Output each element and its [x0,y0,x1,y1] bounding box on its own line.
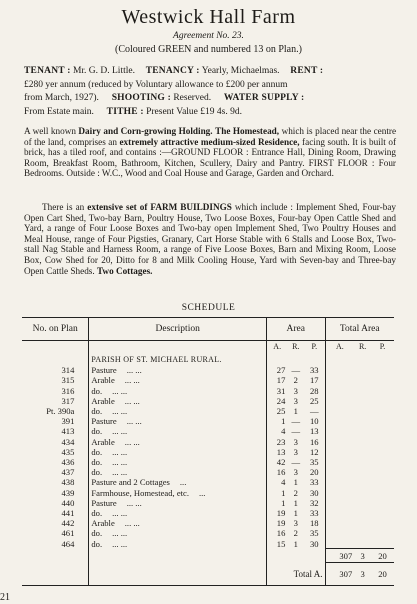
empty-total-cell [371,498,394,508]
p1-text-a: A well known [24,126,79,136]
row-description [89,457,267,467]
row-description-text: Arable [91,395,115,406]
row-description [89,426,267,436]
empty-total-cell [354,539,371,549]
p1-bold-homestead: The Homestead, [215,126,280,136]
area-roods: — [291,426,301,437]
row-description-text: do. [91,385,103,396]
leader-dots: ... ... [124,395,140,406]
empty-total-cell [354,447,371,457]
empty-total-cell [354,467,371,477]
plan-number: 440 [61,497,75,508]
empty-total-cell [354,477,371,487]
leader-dots: ... ... [124,436,140,447]
area-acres: 25 [267,406,288,416]
plan-number: 314 [61,365,75,376]
area-acres: 23 [267,437,288,447]
p2-text-a: There is an [42,202,88,212]
shooting-label: SHOOTING : [111,93,171,103]
area-perches: 30 [310,487,319,498]
empty-total-cell [325,447,354,457]
area-roods: 3 [293,436,298,447]
p1-bold-residence: extremely attractive medium-sized Residence, [119,136,300,147]
rent-date: from March, 1927). [24,93,99,103]
schedule-table [22,317,394,586]
plan-number: 436 [61,457,75,468]
area-acres: 19 [267,518,288,528]
table-row [22,508,394,518]
plan-number: 464 [61,538,75,549]
area-acres: 27 [267,365,288,375]
table-row [22,447,394,457]
empty-total-cell [325,406,354,416]
row-description-text: Arable [91,436,115,447]
empty-total-cell [325,457,354,467]
header-no-on-plan: No. on Plan [22,318,89,341]
table-row [22,426,394,436]
row-description-text: Farmhouse, Homestead, etc. [91,487,189,498]
leader-dots: ... ... [112,528,128,539]
leader-dots: ... ... [126,365,142,376]
empty-total-cell [371,539,394,549]
p1-bold-holding: Dairy and Corn-growing Holding. [78,126,213,136]
area-perches: 16 [310,436,319,447]
leader-dots: ... ... [124,375,140,386]
schedule-rows [22,365,394,549]
subtotal-row [22,549,394,563]
unit-roods: R. [292,341,300,351]
area-roods: 2 [293,528,298,539]
tenant-label: TENANT : [24,66,71,76]
area-roods: 2 [293,487,298,498]
subtotal-roods: 3 [354,549,371,563]
empty-total-cell [354,457,371,467]
empty-total-cell [371,406,394,416]
shooting-line [24,93,396,103]
total-unit-roods: R. [358,341,367,351]
area-acres: 24 [267,396,288,406]
area-roods: 3 [293,518,298,529]
plan-number: 413 [61,426,75,437]
empty-total-cell [325,365,354,375]
area-roods: 3 [293,467,298,478]
leader-dots: ... ... [112,538,128,549]
empty-total-cell [325,386,354,396]
row-description [89,406,267,416]
area-perches: 28 [310,385,319,396]
row-description [89,539,267,549]
table-row [22,518,394,528]
empty-total-cell [325,416,354,426]
area-acres: 1 [267,498,288,508]
area-roods: 1 [293,477,298,488]
area-perches: 13 [310,426,319,437]
empty-total-cell [354,365,371,375]
row-description-text: Arable [91,375,115,386]
rent-line: £280 yer annum (reduced by Voluntary allowance to £200 per annum [24,80,288,90]
empty-total-cell [371,416,394,426]
tithe-label: TITHE : [106,107,144,117]
row-description-text: do. [91,406,103,417]
row-description [89,528,267,538]
unit-acres: A. [267,341,288,354]
plan-number: 442 [61,518,75,529]
area-roods: — [291,416,301,427]
area-acres: 31 [267,386,288,396]
empty-total-cell [371,375,394,385]
subtotal-perches: 20 [371,549,394,563]
p2-bold-cottages: Two Cottages. [96,265,153,276]
empty-total-cell [325,437,354,447]
area-perches: 35 [310,528,319,539]
header-description: Description [89,318,267,341]
row-description-text: Pasture and 2 Cottages [91,477,170,488]
empty-total-cell [325,467,354,477]
row-description-text: do. [91,426,103,437]
empty-total-cell [354,396,371,406]
table-row [22,396,394,406]
area-perches: 18 [310,518,319,529]
area-perches: 20 [310,467,319,478]
rent-label: RENT : [290,66,324,76]
table-row [22,386,394,396]
row-description [89,508,267,518]
area-acres: 4 [267,477,288,487]
area-perches: 25 [310,395,319,406]
table-row [22,416,394,426]
area-roods: — [291,457,301,468]
empty-total-cell [371,477,394,487]
empty-total-cell [325,426,354,436]
row-description [89,488,267,498]
row-description-text: Pasture [91,365,117,376]
area-roods: — [291,365,301,376]
subtotal-acres: 307 [325,549,354,563]
empty-total-cell [371,447,394,457]
plan-number: 437 [61,467,75,478]
empty-total-cell [371,426,394,436]
plan-number: 317 [61,395,75,406]
shooting-value: Reserved. [173,93,212,103]
area-perches: 35 [310,457,319,468]
empty-total-cell [325,498,354,508]
table-row [22,477,394,487]
leader-dots: ... ... [112,457,128,468]
water-label: WATER SUPPLY : [223,93,305,103]
area-roods: 1 [293,538,298,549]
row-description [89,365,267,375]
empty-total-cell [354,528,371,538]
area-roods: 1 [293,508,298,519]
leader-dots: ... ... [126,416,142,427]
empty-total-cell [371,528,394,538]
row-description [89,467,267,477]
leader-dots: ... ... [112,508,128,519]
empty-total-cell [354,437,371,447]
tenant-value: Mr. G. D. Little. [72,66,135,76]
plan-number: 461 [61,528,75,539]
homestead-paragraph [24,126,396,179]
plan-number: 438 [61,477,75,488]
empty-total-cell [371,437,394,447]
row-description-text: do. [91,538,103,549]
empty-total-cell [325,518,354,528]
empty-total-cell [325,508,354,518]
area-acres: 17 [267,375,288,385]
area-roods: 2 [293,375,298,386]
p1-text-e: which is placed near the centre of the land, comprises an [24,126,397,147]
row-description [89,518,267,528]
table-row [22,467,394,477]
unit-perches: P. [311,341,318,351]
empty-total-cell [325,477,354,487]
leader-dots: ... ... [112,446,128,457]
plan-number: 315 [61,375,75,386]
area-roods: 3 [293,385,298,396]
leader-dots: ... [198,487,206,498]
row-description [89,447,267,457]
empty-total-cell [325,539,354,549]
area-acres: 1 [267,416,288,426]
plan-number: 441 [61,508,75,519]
empty-total-cell [325,488,354,498]
tithe-value: Present Value £19 4s. 9d. [146,107,242,117]
leader-dots: ... ... [112,426,128,437]
row-description [89,386,267,396]
row-description [89,375,267,385]
leader-dots: ... ... [112,385,128,396]
plan-number: 316 [61,385,75,396]
empty-total-cell [354,416,371,426]
total-perches: 20 [371,563,394,586]
empty-total-cell [371,518,394,528]
row-description-text: do. [91,457,103,468]
table-row [22,539,394,549]
empty-total-cell [354,498,371,508]
empty-total-cell [325,396,354,406]
row-description-text: Pasture [91,497,117,508]
p2-text-c: which include : Implement Shed, Four-bay Open Cart Shed, Two-bay Barn, Poultry House, Two Loose Boxes, Four-bay Open Cattle Shed and Yard, a range of Four Loose Boxes and Two-bay open Implement Shed, Two Poultry Houses and Meal House, range of Four Pigsties, Granary, Cart Horse Stable with 6 Stalls and Loose Box, Two-stall Nag Stable and Harness Room, a range of Five Loose Boxes, Barn and Mixing Room, Loose Box, Cow Shed for 20, Ditto for 8 and Milk Cooling House, Yard with Seven-bay and Three-bay Open Cattle Sheds. [24,202,396,276]
plan-note: (Coloured GREEN and numbered 13 on Plan.) [115,44,302,55]
row-description-text: Arable [91,518,115,529]
area-roods: 1 [293,497,298,508]
area-perches: 32 [310,497,319,508]
plan-number: 439 [61,487,75,498]
leader-dots: ... ... [112,467,128,478]
water-line [24,107,396,117]
row-description [89,396,267,406]
area-acres: 19 [267,508,288,518]
empty-total-cell [371,365,394,375]
empty-total-cell [354,426,371,436]
row-description-text: do. [91,467,103,478]
leader-dots: ... ... [112,406,128,417]
schedule-header-row [22,318,394,341]
area-perches: 33 [310,477,319,488]
table-row [22,488,394,498]
buildings-paragraph [24,202,396,276]
parish-row [22,353,394,365]
table-row [22,437,394,447]
total-unit-acres: A. [325,341,354,354]
empty-total-cell [371,396,394,406]
leader-dots: ... ... [124,518,140,529]
leader-dots: ... ... [126,497,142,508]
header-area: Area [267,318,326,341]
empty-total-cell [354,508,371,518]
page-title: Westwick Hall Farm [121,6,296,28]
plan-number: 434 [61,436,75,447]
empty-total-cell [325,375,354,385]
empty-total-cell [354,386,371,396]
plan-number: 391 [61,416,75,427]
empty-total-cell [371,386,394,396]
table-row [22,406,394,416]
schedule-title: SCHEDULE [181,303,236,313]
plan-number: Pt. 390a [46,406,75,417]
page-number: 21 [0,592,10,603]
row-description [89,437,267,447]
tenancy-value: Yearly, Michaelmas. [201,66,280,76]
row-description [89,416,267,426]
parish-heading: PARISH OF ST. MICHAEL RURAL. [89,353,267,365]
row-description-text: Pasture [91,416,117,427]
empty-total-cell [325,528,354,538]
leader-dots: ... [179,477,187,488]
area-perches: — [310,406,319,417]
header-total-area: Total Area [325,318,394,341]
area-acres: 1 [267,488,288,498]
p2-bold-buildings: extensive set of FARM BUILDINGS [87,202,232,212]
table-row [22,365,394,375]
total-roods: 3 [354,563,371,586]
area-perches: 33 [310,365,319,376]
table-row [22,457,394,467]
total-label: Total A. [267,563,326,586]
empty-total-cell [354,518,371,528]
area-acres: 4 [267,426,288,436]
area-perches: 12 [310,446,319,457]
area-roods: 1 [293,406,298,417]
area-roods: 3 [293,446,298,457]
area-perches: 10 [310,416,319,427]
total-acres: 307 [325,563,354,586]
empty-total-cell [371,457,394,467]
row-description-text: do. [91,508,103,519]
row-description [89,498,267,508]
total-unit-perches: P. [379,341,386,351]
empty-total-cell [354,375,371,385]
empty-total-cell [354,488,371,498]
empty-total-cell [354,406,371,416]
empty-total-cell [371,467,394,477]
area-acres: 42 [267,457,288,467]
agreement-number: Agreement No. 23. [173,31,244,41]
area-acres: 13 [267,447,288,457]
row-description-text: do. [91,446,103,457]
table-row [22,498,394,508]
plan-number: 435 [61,446,75,457]
tenancy-label: TENANCY : [145,66,200,76]
total-row [22,563,394,586]
area-roods: 3 [293,395,298,406]
table-row [22,375,394,385]
row-description-text: do. [91,528,103,539]
area-perches: 30 [310,538,319,549]
area-perches: 33 [310,508,319,519]
empty-total-cell [371,508,394,518]
area-acres: 16 [267,467,288,477]
area-acres: 15 [267,539,288,549]
area-perches: 17 [310,375,319,386]
p1-text-g: facing south. It is built of brick, has a tiled roof, and contains :—GROUND FLOOR : Entrance Hall, Dining Room, Drawing Room, Breakfast Room, Bathroom, Kitchen, Scullery, Dairy and Pantry. FIRST FLOOR : Four Bedrooms. Outside : W.C., Wood and Coal House and Garage, Garden and Orchard. [24,136,397,179]
water-value: From Estate main. [24,107,94,117]
tenant-line [24,66,396,76]
row-description [89,477,267,487]
empty-total-cell [371,488,394,498]
area-acres: 16 [267,528,288,538]
table-row [22,528,394,538]
schedule-units-row [22,341,394,354]
